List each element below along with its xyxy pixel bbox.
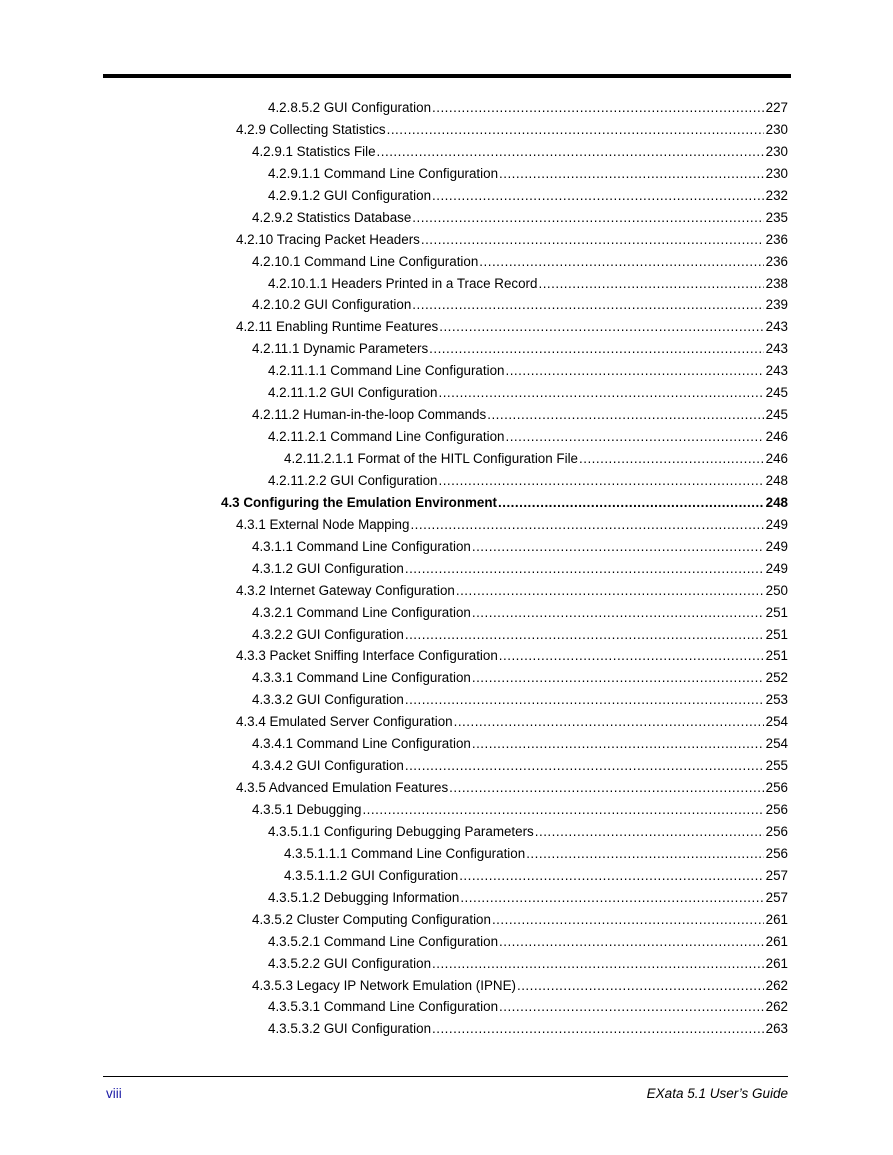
toc-entry-title: 4.3.5 Advanced Emulation Features bbox=[236, 780, 449, 796]
toc-entry[interactable] bbox=[0, 843, 788, 865]
toc-dot-leader bbox=[362, 799, 763, 821]
toc-entry-title: 4.3.2.1 Command Line Configuration bbox=[252, 604, 471, 620]
toc-dot-leader bbox=[432, 953, 764, 975]
toc-entry[interactable] bbox=[0, 316, 788, 338]
toc-entry-page-number: 261 bbox=[765, 933, 788, 949]
toc-dot-leader bbox=[421, 229, 764, 251]
toc-dot-leader bbox=[499, 931, 764, 953]
toc-dot-leader bbox=[405, 689, 764, 711]
toc-entry-page-number: 230 bbox=[765, 121, 788, 137]
footer-document-title: EXata 5.1 User’s Guide bbox=[646, 1086, 788, 1101]
toc-entry-title: 4.2.9.2 Statistics Database bbox=[252, 209, 412, 225]
toc-entry-page-number: 243 bbox=[765, 341, 788, 357]
toc-entry-title: 4.2.11.2.1.1 Format of the HITL Configuration File bbox=[284, 451, 578, 466]
toc-dot-leader bbox=[439, 316, 763, 338]
toc-dot-leader bbox=[456, 580, 764, 602]
toc-dot-leader bbox=[505, 360, 763, 382]
toc-entry-page-number: 257 bbox=[765, 867, 788, 883]
toc-entry-page-number: 235 bbox=[765, 209, 788, 225]
toc-entry-page-number: 252 bbox=[765, 670, 788, 686]
toc-dot-leader bbox=[460, 887, 763, 909]
toc-entry-title: 4.3.4.1 Command Line Configuration bbox=[252, 736, 471, 752]
toc-entry-page-number: 230 bbox=[765, 165, 788, 181]
toc-dot-leader bbox=[517, 975, 764, 997]
toc-entry-page-number: 230 bbox=[765, 143, 788, 159]
toc-entry-title: 4.3.1.2 GUI Configuration bbox=[252, 560, 404, 576]
toc-entry[interactable] bbox=[0, 141, 788, 163]
toc-entry-title: 4.2.9.1.1 Command Line Configuration bbox=[268, 165, 499, 181]
toc-entry-title: 4.3.1 External Node Mapping bbox=[236, 516, 410, 532]
toc-entry-page-number: 246 bbox=[765, 451, 788, 466]
toc-dot-leader bbox=[505, 426, 763, 448]
toc-dot-leader bbox=[438, 382, 763, 404]
toc-entry[interactable] bbox=[0, 404, 788, 426]
toc-entry[interactable] bbox=[0, 624, 788, 646]
toc-entry-title: 4.3.5.3.2 GUI Configuration bbox=[268, 1021, 432, 1037]
toc-entry-title: 4.3.4 Emulated Server Configuration bbox=[236, 714, 453, 730]
toc-entry[interactable] bbox=[0, 996, 788, 1018]
toc-entry-title: 4.3.4.2 GUI Configuration bbox=[252, 758, 404, 774]
toc-entry[interactable] bbox=[0, 514, 788, 536]
toc-entry-title: 4.3.5.1.2 Debugging Information bbox=[268, 889, 460, 905]
toc-entry-title: 4.2.10.2 GUI Configuration bbox=[252, 297, 412, 313]
toc-dot-leader bbox=[498, 492, 764, 514]
toc-entry[interactable] bbox=[0, 755, 788, 777]
toc-entry-page-number: 249 bbox=[765, 516, 788, 532]
toc-entry-title: 4.2.11.2.2 GUI Configuration bbox=[268, 472, 438, 488]
toc-entry-title: 4.3 Configuring the Emulation Environment bbox=[221, 494, 498, 510]
table-of-contents bbox=[0, 97, 893, 1040]
toc-dot-leader bbox=[429, 338, 764, 360]
toc-entry-title: 4.3.5.2.2 GUI Configuration bbox=[268, 955, 432, 971]
toc-entry-page-number: 249 bbox=[765, 538, 788, 554]
toc-entry-page-number: 232 bbox=[765, 187, 788, 203]
toc-dot-leader bbox=[472, 667, 764, 689]
toc-entry-page-number: 248 bbox=[765, 472, 788, 488]
toc-entry[interactable] bbox=[0, 909, 788, 931]
toc-entry-page-number: 261 bbox=[765, 955, 788, 971]
toc-entry-title: 4.2.10 Tracing Packet Headers bbox=[236, 231, 420, 247]
toc-entry[interactable] bbox=[0, 163, 788, 185]
toc-entry-page-number: 256 bbox=[765, 845, 788, 861]
toc-entry-page-number: 254 bbox=[765, 714, 788, 730]
footer-rule bbox=[103, 1076, 788, 1077]
toc-dot-leader bbox=[449, 777, 764, 799]
toc-entry[interactable] bbox=[0, 799, 788, 821]
toc-entry-page-number: 227 bbox=[765, 100, 788, 115]
toc-entry-title: 4.3.5.3 Legacy IP Network Emulation (IPNE) bbox=[252, 977, 516, 993]
toc-dot-leader bbox=[499, 645, 764, 667]
toc-entry-title: 4.3.5.1.1 Configuring Debugging Parameters bbox=[268, 823, 534, 839]
toc-dot-leader bbox=[499, 996, 764, 1018]
toc-entry[interactable] bbox=[0, 777, 788, 799]
toc-entry[interactable] bbox=[0, 492, 788, 514]
toc-entry[interactable] bbox=[0, 667, 788, 689]
toc-entry-page-number: 243 bbox=[765, 363, 788, 379]
toc-entry-page-number: 257 bbox=[765, 889, 788, 905]
toc-dot-leader bbox=[410, 514, 763, 536]
toc-entry-title: 4.3.3.2 GUI Configuration bbox=[252, 692, 404, 708]
toc-entry-title: 4.2.11.1 Dynamic Parameters bbox=[252, 341, 429, 357]
toc-entry-title: 4.3.3.1 Command Line Configuration bbox=[252, 670, 471, 686]
toc-entry[interactable] bbox=[0, 558, 788, 580]
toc-dot-leader bbox=[479, 251, 763, 273]
toc-dot-leader bbox=[405, 624, 764, 646]
toc-entry-page-number: 256 bbox=[765, 802, 788, 817]
toc-entry-title: 4.3.5.1.1.2 GUI Configuration bbox=[284, 867, 459, 883]
toc-entry-title: 4.2.11.2.1 Command Line Configuration bbox=[268, 429, 505, 445]
toc-dot-leader bbox=[487, 404, 763, 426]
toc-entry-title: 4.2.9.1 Statistics File bbox=[252, 143, 376, 159]
toc-entry-title: 4.3.5.1.1.1 Command Line Configuration bbox=[284, 845, 526, 861]
toc-entry[interactable] bbox=[0, 953, 788, 975]
toc-entry-page-number: 251 bbox=[765, 626, 788, 642]
toc-entry-page-number: 236 bbox=[765, 253, 788, 269]
toc-entry[interactable] bbox=[0, 887, 788, 909]
toc-entry[interactable] bbox=[0, 207, 788, 229]
toc-entry-page-number: 256 bbox=[765, 823, 788, 839]
toc-entry-title: 4.2.9.1.2 GUI Configuration bbox=[268, 187, 432, 203]
toc-entry-title: 4.3.3 Packet Sniffing Interface Configuration bbox=[236, 648, 498, 664]
toc-entry[interactable] bbox=[0, 470, 788, 492]
toc-entry[interactable] bbox=[0, 448, 788, 470]
toc-entry[interactable] bbox=[0, 689, 788, 711]
toc-dot-leader bbox=[459, 865, 763, 887]
toc-dot-leader bbox=[526, 843, 763, 865]
toc-dot-leader bbox=[405, 558, 764, 580]
toc-dot-leader bbox=[377, 141, 764, 163]
toc-entry-page-number: 254 bbox=[765, 736, 788, 752]
toc-entry-page-number: 262 bbox=[765, 977, 788, 993]
toc-dot-leader bbox=[472, 536, 764, 558]
toc-entry[interactable] bbox=[0, 865, 788, 887]
toc-dot-leader bbox=[579, 448, 764, 470]
toc-entry-page-number: 248 bbox=[765, 494, 788, 510]
toc-dot-leader bbox=[472, 733, 764, 755]
toc-entry[interactable] bbox=[0, 294, 788, 316]
toc-entry-title: 4.3.5.1 Debugging bbox=[252, 802, 362, 817]
toc-entry-title: 4.2.11 Enabling Runtime Features bbox=[236, 319, 439, 335]
toc-entry[interactable] bbox=[0, 338, 788, 360]
toc-entry-page-number: 263 bbox=[765, 1021, 788, 1037]
toc-entry[interactable] bbox=[0, 975, 788, 997]
toc-entry[interactable] bbox=[0, 273, 788, 295]
toc-entry-title: 4.3.2.2 GUI Configuration bbox=[252, 626, 404, 642]
toc-dot-leader bbox=[499, 163, 764, 185]
toc-entry[interactable] bbox=[0, 536, 788, 558]
toc-entry-title: 4.3.5.3.1 Command Line Configuration bbox=[268, 999, 499, 1015]
toc-entry-page-number: 251 bbox=[765, 648, 788, 664]
toc-entry-page-number: 245 bbox=[765, 385, 788, 401]
toc-dot-leader bbox=[387, 119, 764, 141]
toc-dot-leader bbox=[538, 273, 763, 295]
toc-entry-title: 4.2.9 Collecting Statistics bbox=[236, 121, 386, 137]
toc-dot-leader bbox=[535, 821, 764, 843]
toc-dot-leader bbox=[432, 97, 764, 119]
toc-dot-leader bbox=[412, 207, 763, 229]
toc-entry-page-number: 261 bbox=[765, 911, 788, 927]
toc-entry[interactable] bbox=[0, 931, 788, 953]
toc-entry[interactable] bbox=[0, 580, 788, 602]
toc-dot-leader bbox=[438, 470, 763, 492]
toc-entry-title: 4.3.5.2 Cluster Computing Configuration bbox=[252, 911, 491, 927]
toc-entry-page-number: 243 bbox=[765, 319, 788, 335]
toc-dot-leader bbox=[405, 755, 764, 777]
toc-entry-page-number: 249 bbox=[765, 560, 788, 576]
toc-entry[interactable] bbox=[0, 119, 788, 141]
toc-entry-title: 4.2.11.1.1 Command Line Configuration bbox=[268, 363, 505, 379]
toc-entry[interactable] bbox=[0, 229, 788, 251]
toc-entry-page-number: 253 bbox=[765, 692, 788, 708]
toc-entry[interactable] bbox=[0, 185, 788, 207]
toc-entry[interactable] bbox=[0, 426, 788, 448]
toc-entry[interactable] bbox=[0, 1018, 788, 1040]
toc-entry[interactable] bbox=[0, 821, 788, 843]
toc-dot-leader bbox=[454, 711, 764, 733]
toc-entry[interactable] bbox=[0, 251, 788, 273]
toc-entry-title: 4.3.2 Internet Gateway Configuration bbox=[236, 582, 455, 598]
footer-page-number: viii bbox=[106, 1086, 122, 1101]
toc-entry-page-number: 256 bbox=[765, 780, 788, 796]
toc-dot-leader bbox=[412, 294, 763, 316]
toc-entry[interactable] bbox=[0, 733, 788, 755]
toc-entry[interactable] bbox=[0, 97, 788, 119]
toc-entry-page-number: 262 bbox=[765, 999, 788, 1015]
toc-dot-leader bbox=[492, 909, 764, 931]
toc-entry[interactable] bbox=[0, 602, 788, 624]
toc-entry-page-number: 236 bbox=[765, 231, 788, 247]
toc-entry-page-number: 238 bbox=[765, 275, 788, 291]
header-rule bbox=[103, 74, 791, 78]
toc-entry-title: 4.3.1.1 Command Line Configuration bbox=[252, 538, 471, 554]
toc-entry-title: 4.2.11.2 Human-in-the-loop Commands bbox=[252, 407, 487, 423]
toc-entry[interactable] bbox=[0, 711, 788, 733]
toc-entry-title: 4.3.5.2.1 Command Line Configuration bbox=[268, 933, 499, 949]
toc-entry-title: 4.2.11.1.2 GUI Configuration bbox=[268, 385, 438, 401]
toc-entry-title: 4.2.8.5.2 GUI Configuration bbox=[268, 100, 432, 115]
toc-entry-page-number: 250 bbox=[765, 582, 788, 598]
toc-dot-leader bbox=[432, 1018, 764, 1040]
toc-dot-leader bbox=[432, 185, 764, 207]
toc-entry-page-number: 255 bbox=[765, 758, 788, 774]
toc-entry-page-number: 239 bbox=[765, 297, 788, 313]
toc-entry-title: 4.2.10.1 Command Line Configuration bbox=[252, 253, 479, 269]
toc-entry[interactable] bbox=[0, 360, 788, 382]
toc-dot-leader bbox=[472, 602, 764, 624]
toc-entry-title: 4.2.10.1.1 Headers Printed in a Trace Record bbox=[268, 275, 538, 291]
toc-entry-page-number: 246 bbox=[765, 429, 788, 445]
toc-entry-page-number: 245 bbox=[765, 407, 788, 423]
toc-entry-page-number: 251 bbox=[765, 604, 788, 620]
toc-entry[interactable] bbox=[0, 382, 788, 404]
toc-entry[interactable] bbox=[0, 645, 788, 667]
